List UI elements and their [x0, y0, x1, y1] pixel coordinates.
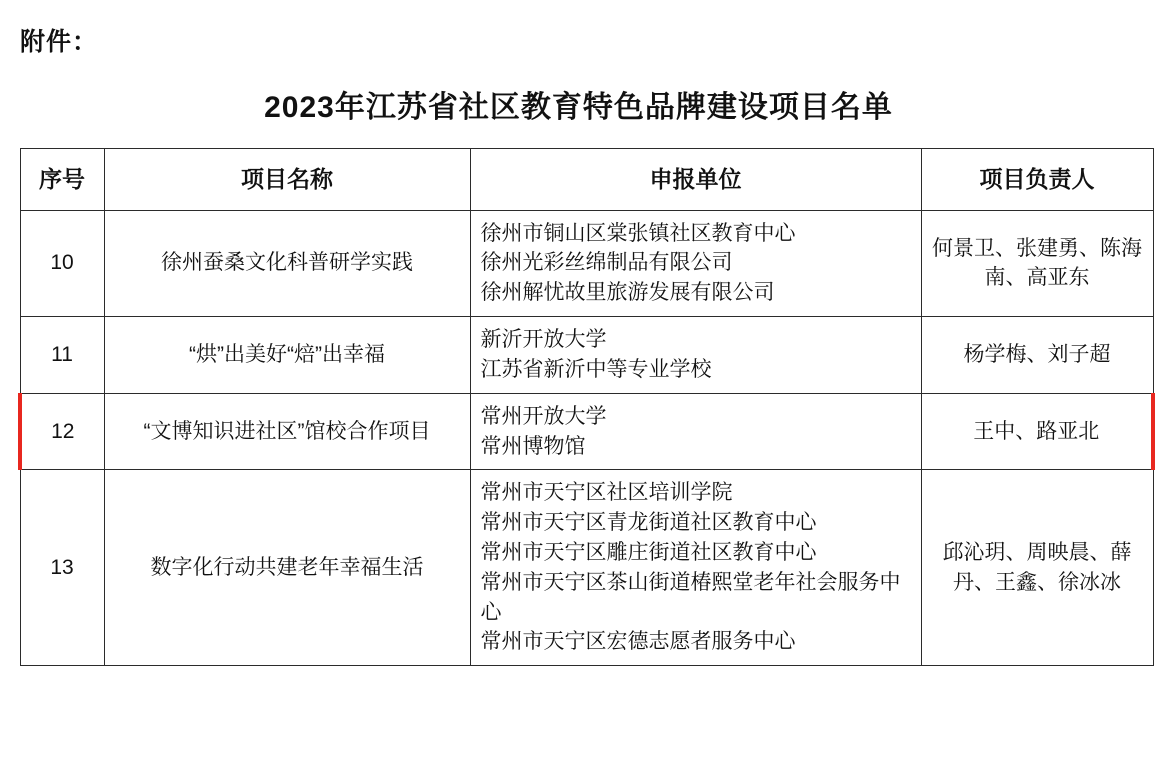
cell-project-leader: 王中、路亚北	[921, 393, 1153, 470]
cell-applicant-unit	[470, 393, 921, 470]
applicant-unit-line: 常州市天宁区雕庄街道社区教育中心	[480, 540, 817, 564]
cell-seq: 10	[20, 210, 104, 316]
cell-project-name: “烘”出美好“焙”出幸福	[104, 317, 470, 394]
cell-applicant-unit	[470, 210, 921, 316]
applicant-unit-line: 常州博物馆	[480, 434, 586, 458]
applicant-unit-line: 徐州光彩丝绵制品有限公司	[480, 251, 733, 275]
attachment-label: 附件：	[20, 28, 99, 56]
cell-project-name: 数字化行动共建老年幸福生活	[104, 470, 470, 666]
table-body	[20, 210, 1153, 666]
applicant-unit-line: 徐州市铜山区棠张镇社区教育中心	[480, 221, 796, 245]
page-title: 2023年江苏省社区教育特色品牌建设项目名单	[264, 91, 893, 124]
cell-applicant-unit	[470, 317, 921, 394]
applicant-unit-line: 新沂开放大学	[480, 328, 607, 352]
cell-seq: 13	[20, 470, 104, 666]
table-row	[20, 393, 1153, 470]
table-header	[20, 149, 1153, 211]
cell-seq: 11	[20, 317, 104, 394]
cell-project-leader: 何景卫、张建勇、陈海南、高亚东	[921, 210, 1153, 316]
cell-applicant-unit	[470, 470, 921, 666]
applicant-unit-line: 徐州解忧故里旅游发展有限公司	[480, 281, 775, 305]
applicant-unit-line: 江苏省新沂中等专业学校	[480, 357, 712, 381]
project-list-table	[18, 148, 1155, 666]
table-header-row	[20, 149, 1153, 211]
applicant-unit-line: 常州开放大学	[480, 404, 607, 428]
table-row	[20, 317, 1153, 394]
cell-project-name: 徐州蚕桑文化科普研学实践	[104, 210, 470, 316]
applicant-unit-line: 常州市天宁区宏德志愿者服务中心	[480, 630, 796, 654]
applicant-unit-line: 常州市天宁区青龙街道社区教育中心	[480, 511, 817, 535]
cell-project-leader: 杨学梅、刘子超	[921, 317, 1153, 394]
cell-project-leader: 邱沁玥、周映晨、薛丹、王鑫、徐冰冰	[921, 470, 1153, 666]
column-header-project-leader: 项目负责人	[921, 149, 1153, 211]
cell-project-name: “文博知识进社区”馆校合作项目	[104, 393, 470, 470]
column-header-applicant-unit: 申报单位	[470, 149, 921, 211]
column-header-seq: 序号	[20, 149, 104, 211]
column-header-project-name: 项目名称	[104, 149, 470, 211]
table-row	[20, 470, 1153, 666]
applicant-unit-line: 常州市天宁区茶山街道椿熙堂老年社会服务中心	[480, 570, 901, 624]
table-row	[20, 210, 1153, 316]
applicant-unit-line: 常州市天宁区社区培训学院	[480, 481, 733, 505]
cell-seq: 12	[20, 393, 104, 470]
